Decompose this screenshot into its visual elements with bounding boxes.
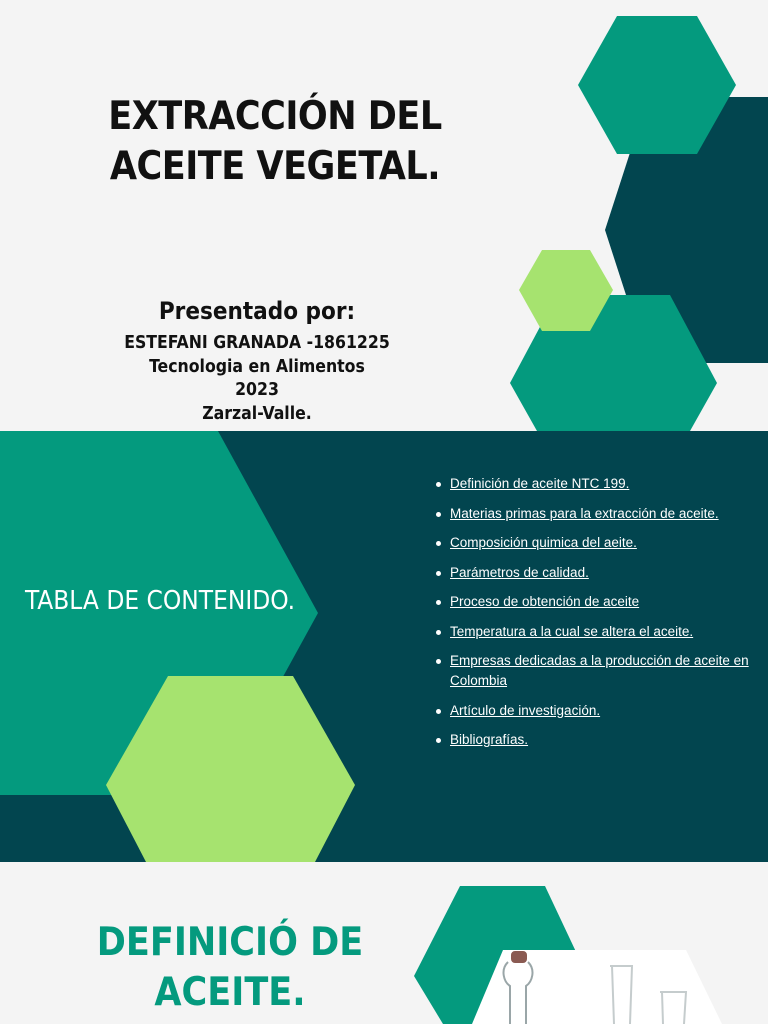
toc-link-composicion[interactable]: Composición quimica del aeite. <box>450 535 637 550</box>
author-name: ESTEFANI GRANADA -1861225 <box>124 333 390 353</box>
toc-item <box>436 504 756 524</box>
toc-item <box>436 533 756 553</box>
definition-slide <box>0 862 768 1024</box>
toc-item <box>436 730 756 750</box>
toc-link-temperatura[interactable]: Temperatura a la cual se altera el aceite. <box>450 623 694 639</box>
toc-link-bibliografias[interactable]: Bibliografías. <box>450 732 529 747</box>
bottle-cap-icon <box>512 952 526 962</box>
toc-item <box>436 592 756 612</box>
presented-by-label: Presentado por: <box>158 297 356 325</box>
cover-slide <box>0 0 768 431</box>
toc-item <box>436 701 756 721</box>
author-info <box>60 332 454 426</box>
title-line-1: EXTRACCIÓN DEL <box>108 94 442 139</box>
toc-title: TABLA DE CONTENIDO. <box>24 586 296 616</box>
toc-item <box>436 622 756 642</box>
presentation-title <box>70 92 480 192</box>
toc-link-definicion[interactable]: Definición de aceite NTC 199. <box>450 476 630 491</box>
definition-title <box>70 918 390 1018</box>
program-name: Tecnologia en Alimentos <box>149 356 365 377</box>
toc-list <box>436 474 756 760</box>
toc-link-empresas[interactable]: Empresas dedicadas a la producción de aceite en Colombia <box>450 653 749 688</box>
toc-link-materias-primas[interactable]: Materias primas para la extracción de aceite. <box>450 505 719 521</box>
toc-slide <box>0 431 768 862</box>
toc-link-parametros[interactable]: Parámetros de calidad. <box>450 564 589 580</box>
title-line-2: ACEITE VEGETAL. <box>109 144 441 189</box>
toc-item <box>436 474 756 494</box>
toc-item <box>436 651 756 691</box>
toc-link-proceso[interactable]: Proceso de obtención de aceite <box>450 594 640 609</box>
toc-link-articulo[interactable]: Artículo de investigación. <box>450 702 601 718</box>
definition-title-line-2: ACEITE. <box>154 970 306 1015</box>
year: 2023 <box>235 380 279 400</box>
location: Zarzal-Valle. <box>202 403 312 424</box>
toc-item <box>436 563 756 583</box>
definition-title-line-1: DEFINICIÓ DE <box>96 920 364 965</box>
